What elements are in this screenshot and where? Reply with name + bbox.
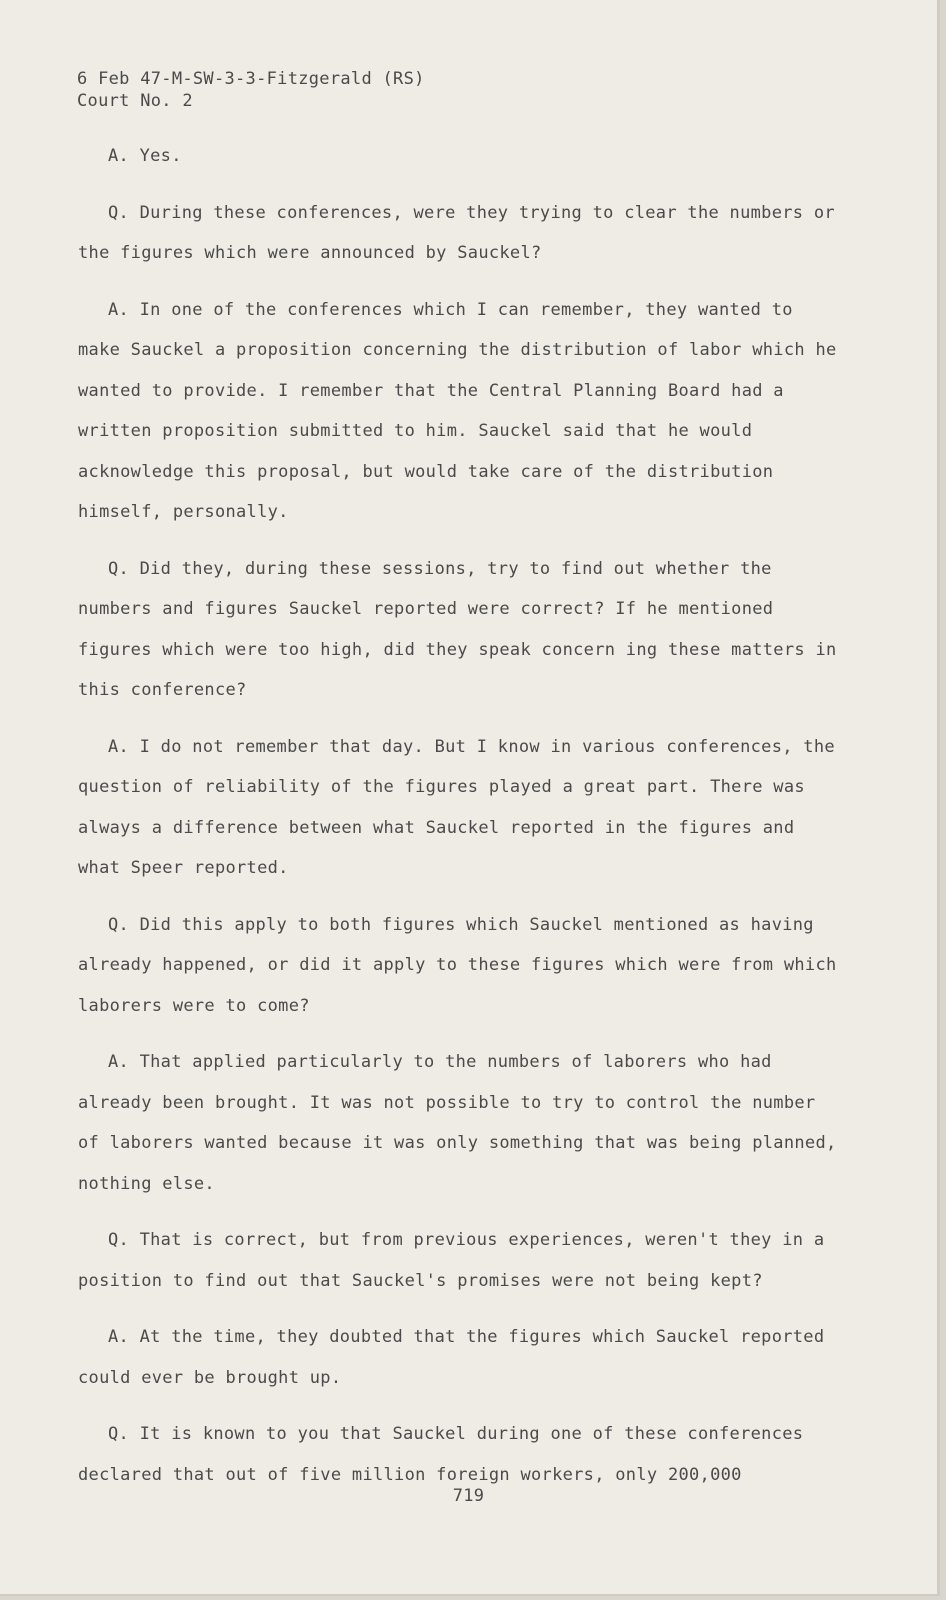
transcript-paragraph: A. In one of the conferences which I can remember, they wanted to make Sauckel a proposition concerning the distribution of labor which he wanted to provide. I remember that the Central Planning Board had a written proposition submitted to him. Sauckel said that he would acknowledge this proposal, but would take care of the distribution himself, personally. [78, 299, 837, 522]
header-reference-line: 6 Feb 47-M-SW-3-3-Fitzgerald (RS) [77, 69, 425, 89]
transcript-paragraph: A. That applied particularly to the numbers of laborers who had already been brought. It was not possible to try to control the number of laborers wanted because it was only something that was being planned, nothing else. [78, 1052, 837, 1194]
transcript-paragraph: Q. Did they, during these sessions, try to find out whether the numbers and figures Sauckel reported were correct? If he mentioned figures which were too high, did they speak concern ing these matters in this conference? [78, 558, 837, 700]
transcript-paragraph: Q. That is correct, but from previous experiences, weren't they in a position to find out that Sauckel's promises were not being kept? [78, 1230, 825, 1291]
document-header [77, 68, 425, 112]
transcript-body [78, 136, 838, 1495]
transcript-paragraph: A. I do not remember that day. But I know in various conferences, the question of reliability of the figures played a great part. There was always a difference between what Sauckel reported in the figures and what Speer reported. [78, 736, 835, 878]
transcript-paragraph: Q. During these conferences, were they trying to clear the numbers or the figures which were announced by Sauckel? [78, 202, 835, 263]
transcript-paragraph: A. Yes. [108, 146, 182, 166]
header-court-line: Court No. 2 [77, 91, 193, 111]
transcript-paragraph: Q. It is known to you that Sauckel during one of these conferences declared that out of five million foreign workers, only 200,000 [78, 1424, 804, 1485]
page-number: 719 [452, 1486, 485, 1506]
transcript-paragraph: Q. Did this apply to both figures which Sauckel mentioned as having already happened, or did it apply to these figures which were from which laborers were to come? [78, 914, 837, 1016]
transcript-paragraph: A. At the time, they doubted that the figures which Sauckel reported could ever be brought up. [78, 1327, 825, 1388]
